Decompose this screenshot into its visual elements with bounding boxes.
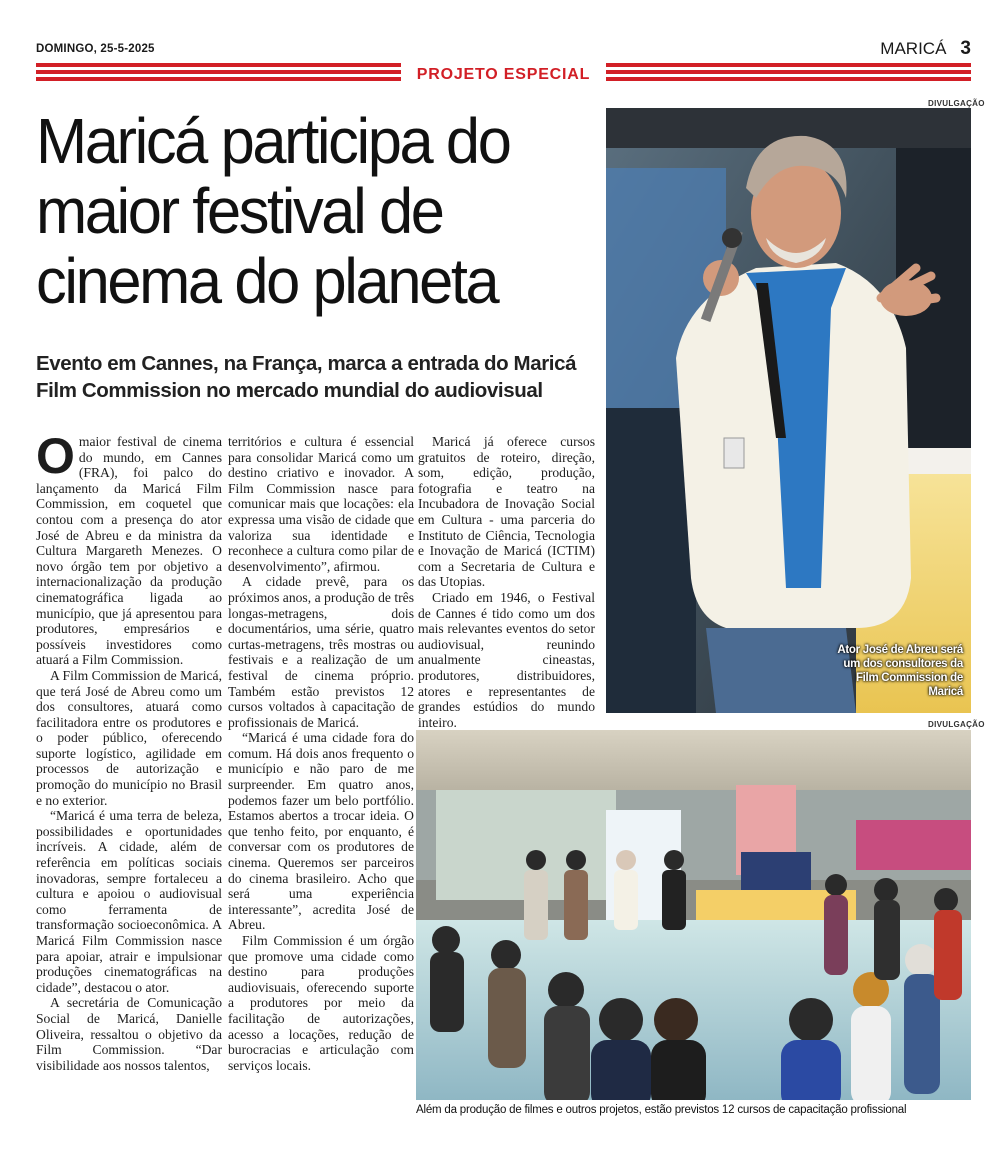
article-paragraph: territórios e cultura é essencial para consolidar Maricá como um destino criativo e inovador. A Film Commission nasce para comunicar mais que locações: ela expressa uma visão de cidade que valoriza sua identidade e reconhece a cultura como pilar de desenvolvimento”, afirmou. (228, 434, 414, 574)
page-header-right (880, 38, 971, 60)
photo-actor-portrait (606, 108, 971, 713)
red-stripes-left (36, 63, 401, 85)
article-paragraph: A Film Commission de Maricá, que terá José de Abreu como um dos consultores, atuará como facilitadora entre os produtores e o poder público, oferecendo suporte logístico, agilidade em processos de autorização e promoção do município no Brasil e no exterior. (36, 667, 222, 808)
red-stripes-right (606, 63, 971, 85)
actor-illustration (606, 108, 971, 713)
section-label: PROJETO ESPECIAL (416, 66, 591, 83)
photo-caption-overlay: Ator José de Abreu será um dos consultores da Film Commission de Maricá (837, 644, 963, 698)
article-paragraph: “Maricá é uma terra de beleza, possibilidades e oportunidades incríveis. A cidade, além de referência em políticas sociais inovadoras, sempre fortaleceu a cultura e apoiou o audiovisual como ferramenta de transformação socioeconômica. A Maricá Film Commission nasce para apoiar, atrair e impulsionar produções cinematográficas na cidade”, destacou o ator. (36, 808, 222, 995)
event-crowd-illustration (416, 730, 971, 1100)
page-number: 3 (960, 38, 971, 59)
photo-caption-2: Além da produção de filmes e outros projetos, estão previstos 12 cursos de capacitação profissional (416, 1104, 907, 1116)
article-paragraph: Film Commission é um órgão que promove uma cidade como destino para produções audiovisuais, oferecendo suporte a produtores por meio da facilitação de autorizações, acesso a locações, redução de burocracias e articulação com serviços locais. (228, 933, 414, 1073)
article-paragraph: A secretária de Comunicação Social de Maricá, Danielle Oliveira, ressaltou o objetivo da Film Commission. “Dar visibilidade aos nossos talentos, (36, 995, 222, 1073)
article-paragraph: A cidade prevê, para os próximos anos, a produção de três longas-metragens, dois documentários, uma série, quatro curtas-metragens, três mostras ou festivais e a realização de um festival de cinema próprio. Também estão previstos 12 cursos voltados à capacitação de profissionais de Maricá. (228, 574, 414, 730)
article-paragraph: Criado em 1946, o Festival de Cannes é tido como um dos mais relevantes eventos do setor audiovisual, reunindo anualmente cineastas, produtores, distribuidores, atores e representantes de grandes estúdios do mundo inteiro. (418, 589, 595, 730)
article-paragraph: Maricá já oferece cursos gratuitos de roteiro, direção, som, edição, produção, fotografia e teatro na Incubadora de Inovação Social em Cultura - uma parceria do Instituto de Ciência, Tecnologia e Inovação de Maricá (ICTIM) com a Secretaria de Cultura e das Utopias. (418, 434, 595, 590)
article-column-3 (418, 434, 595, 730)
section-name: MARICÁ (880, 39, 947, 58)
article-column-2 (228, 434, 414, 1073)
photo-credit-2: DIVULGAÇÃO (928, 720, 985, 729)
photo-event-crowd (416, 730, 971, 1100)
article-paragraph: Omaior festival de cinema do mundo, em Cannes (FRA), foi palco do lançamento da Maricá Film Commission, em coquetel que contou com a presença do ator José de Abreu e da ministra da Cultura Margareth Menezes. O novo órgão tem por objetivo a internacionalização da produção cinematográfica ligada ao município, que já apresentou para produtores, empresários e possíveis investidores como atuará a Film Commission. (36, 428, 222, 668)
headline: Maricá participa do maior festival de cinema do planeta (36, 105, 510, 317)
photo-credit-1: DIVULGAÇÃO (928, 99, 985, 108)
drop-cap: O (36, 428, 75, 484)
issue-date: DOMINGO, 25-5-2025 (36, 43, 155, 55)
article-column-1 (36, 428, 222, 1073)
subtitle: Evento em Cannes, na França, marca a entrada do Maricá Film Commission no mercado mundial do audiovisual (36, 352, 577, 402)
article-paragraph: “Maricá é uma cidade fora do comum. Há dois anos frequento o município e não paro de me surpreender. Em quatro anos, podemos fazer um belo portfólio. Estamos abertos a trocar ideia. O que tenho feito, por enquanto, é conversar com os produtores de cinema. Queremos ser parceiros do cinema brasileiro. Acho que será uma experiência interessante”, acredita José de Abreu. (228, 730, 414, 933)
